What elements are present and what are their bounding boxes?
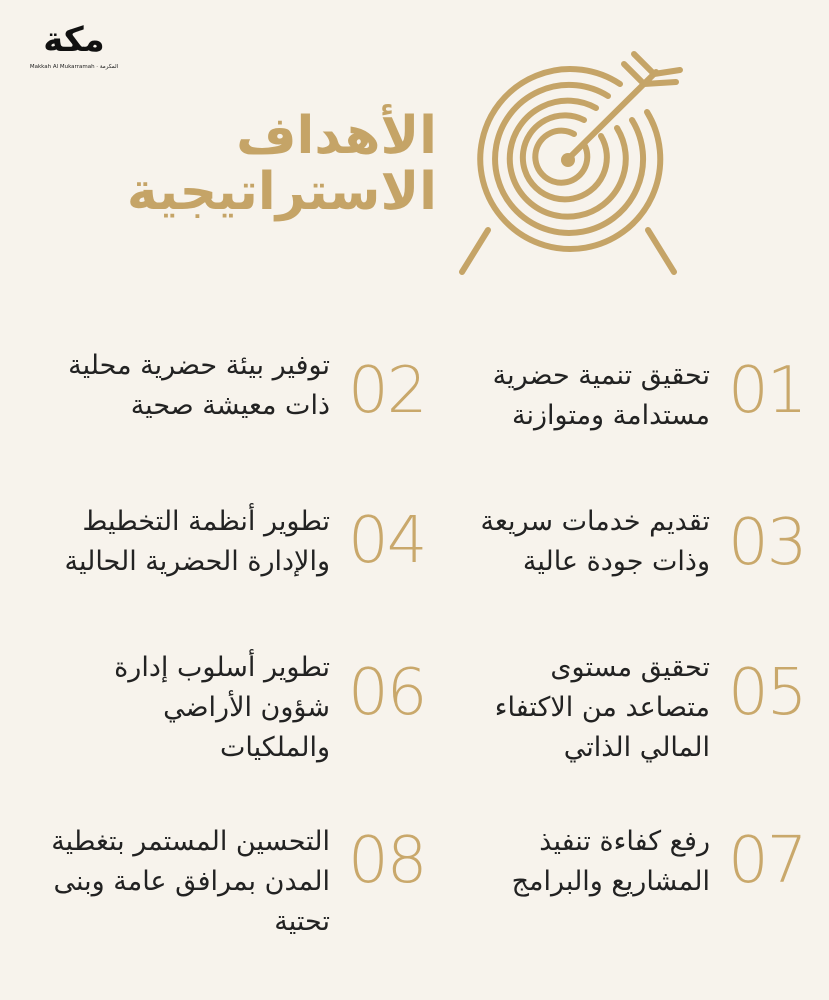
goal-number: 02 [348,354,426,428]
goal-01 [470,352,810,472]
goal-number: 06 [348,656,426,730]
goal-number: 07 [728,824,806,898]
goal-text: تطوير أسلوب إدارة شؤون الأراضي والملكيات [114,652,330,763]
title-line-2: الاستراتيجية [126,162,437,222]
goal-text: تقديم خدمات سريعة وذات جودة عالية [480,506,710,577]
goal-number: 08 [348,824,426,898]
goal-text: التحسين المستمر بتغطية المدن بمرافق عامة وبنى تحتية [51,826,330,937]
goal-05 [470,648,810,768]
title-line-1: الأهداف [236,106,437,166]
goal-number: 01 [728,354,806,428]
goal-03 [470,502,810,622]
goal-text: توفير بيئة حضرية محلية ذات معيشة صحية [68,350,330,421]
goal-text: تحقيق تنمية حضرية مستدامة ومتوازنة [492,360,710,431]
page-title [127,108,437,220]
logo [22,20,126,76]
goal-07 [470,822,810,942]
goal-number: 05 [728,656,806,730]
goal-06 [40,648,440,768]
goal-04 [40,502,440,622]
target-icon [448,40,688,280]
goal-02 [40,352,440,472]
goal-text: رفع كفاءة تنفيذ المشاريع والبرامج [511,826,710,897]
goal-number: 04 [348,504,426,578]
logo-text: مكة [43,20,105,60]
goal-text: تحقيق مستوى متصاعد من الاكتفاء المالي الذاتي [494,652,710,763]
logo-subtitle: Makkah Al Mukarramah · المكرمة [29,64,119,70]
goal-number: 03 [728,506,806,580]
goal-text: تطوير أنظمة التخطيط والإدارة الحضرية الحالية [64,506,330,577]
goal-08 [40,822,440,942]
